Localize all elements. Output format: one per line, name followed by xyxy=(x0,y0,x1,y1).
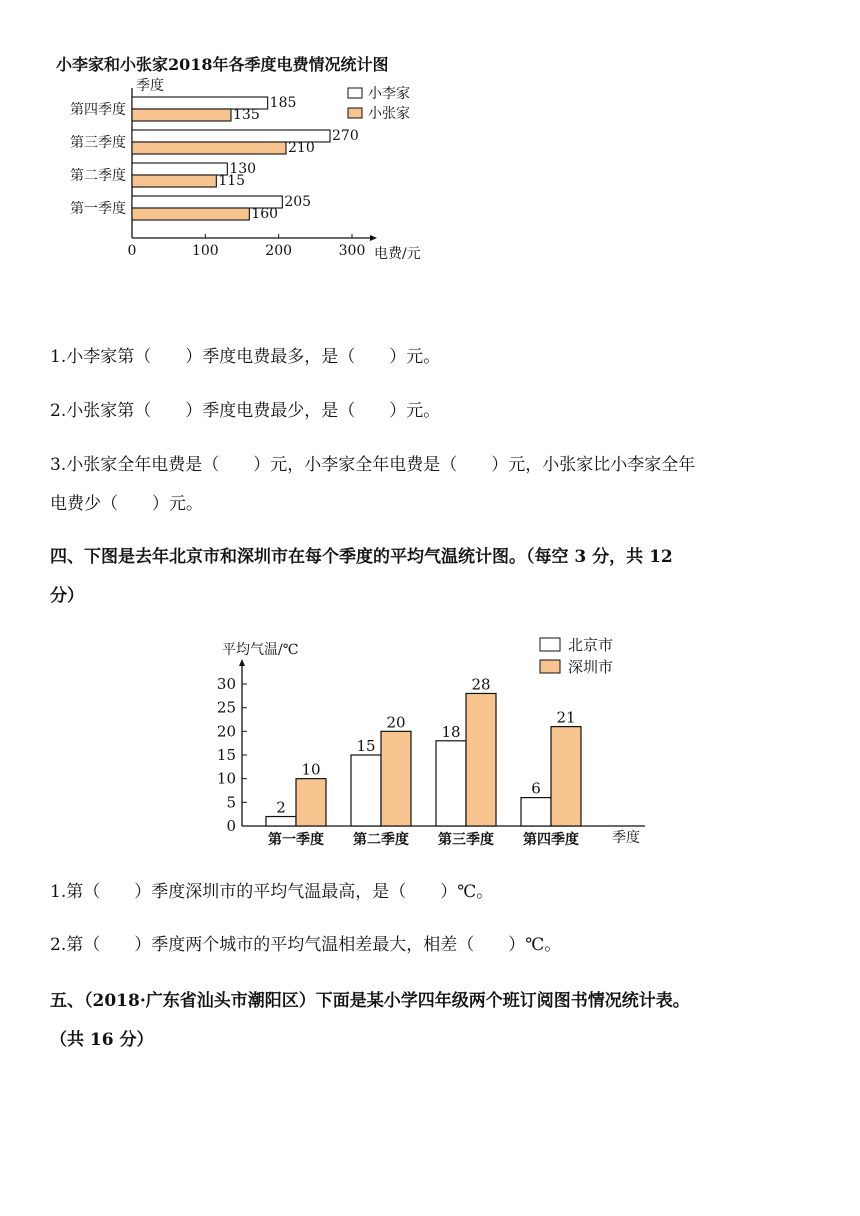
x-axis-label: 电费/元 xyxy=(374,246,421,262)
data-label: 115 xyxy=(218,173,246,189)
y-tick-label: 5 xyxy=(226,793,236,812)
legend-label: 小李家 xyxy=(368,86,410,102)
data-label: 15 xyxy=(356,737,376,755)
bar-shenzhen xyxy=(551,727,581,826)
x-tick-label: 0 xyxy=(127,243,137,259)
question-3-line1: 3.小张家全年电费是（ ）元，小李家全年电费是（ ）元，小张家比小李家全年 xyxy=(50,455,696,475)
x-axis-arrow xyxy=(370,235,377,241)
question-4-2: 2.第（ ）季度两个城市的平均气温相差最大，相差（ ）℃。 xyxy=(50,935,562,955)
x-tick-label: 200 xyxy=(265,243,293,259)
y-tick-label: 25 xyxy=(216,698,236,717)
bars xyxy=(266,675,581,826)
y-axis-label: 季度 xyxy=(136,78,164,94)
bar-shenzhen xyxy=(466,693,496,826)
temperature-chart xyxy=(200,628,660,853)
x-tick-label: 100 xyxy=(191,243,219,259)
y-axis-label: 平均气温/℃ xyxy=(222,642,299,658)
legend xyxy=(348,85,410,122)
bar-beijing xyxy=(436,741,466,826)
bar-xiaoli xyxy=(132,163,227,175)
legend-label: 深圳市 xyxy=(568,658,614,676)
tick-labels xyxy=(128,243,366,259)
section-5-heading: 五、（2018·广东省汕头市潮阳区）下面是某小学四年级两个班订阅图书情况统计表。 xyxy=(50,991,690,1011)
section-4-heading: 四、下图是去年北京市和深圳市在每个季度的平均气温统计图。（每空 3 分，共 12 xyxy=(50,547,673,567)
data-label: 210 xyxy=(288,140,315,156)
question-4-1: 1.第（ ）季度深圳市的平均气温最高，是（ ）℃。 xyxy=(50,882,494,902)
bar-xiaozhang xyxy=(132,109,231,121)
category-label: 第四季度 xyxy=(523,832,579,848)
legend-swatch xyxy=(348,108,362,118)
bar-beijing xyxy=(351,755,381,826)
bars xyxy=(132,95,359,222)
y-tick-label: 0 xyxy=(226,817,236,835)
category-label: 第二季度 xyxy=(70,168,126,184)
legend-swatch xyxy=(540,660,560,673)
question-3-line2: 电费少（ ）元。 xyxy=(50,494,203,514)
legend-swatch xyxy=(348,88,362,98)
bar-xiaozhang xyxy=(132,208,249,220)
data-label: 28 xyxy=(471,675,491,694)
bar-xiaozhang xyxy=(132,175,216,187)
section-5-heading-cont: （共 16 分） xyxy=(50,1030,154,1050)
data-label: 130 xyxy=(229,161,257,177)
data-label: 21 xyxy=(556,708,576,727)
data-label: 160 xyxy=(251,206,279,222)
question-2: 2.小张家第（ ）季度电费最少，是（ ）元。 xyxy=(50,401,441,421)
legend-swatch xyxy=(540,638,560,651)
bar-shenzhen xyxy=(381,731,411,826)
y-tick-label: 20 xyxy=(216,722,236,741)
category-labels xyxy=(268,831,579,848)
electricity-fee-chart xyxy=(40,48,460,268)
category-label: 第三季度 xyxy=(70,135,126,151)
y-tick-label: 15 xyxy=(216,746,236,764)
category-labels xyxy=(70,101,126,217)
y-tick-label: 10 xyxy=(216,769,236,788)
category-label: 第一季度 xyxy=(268,832,324,848)
data-label: 135 xyxy=(233,107,260,123)
data-label: 10 xyxy=(301,760,321,779)
chart-title: 小李家和小张家2018年各季度电费情况统计图 xyxy=(56,55,389,74)
data-label: 6 xyxy=(531,779,541,798)
category-label: 第一季度 xyxy=(70,201,126,217)
category-label: 第三季度 xyxy=(438,832,494,848)
bar-shenzhen xyxy=(296,779,326,826)
tick-labels xyxy=(217,675,236,835)
data-label: 205 xyxy=(284,194,312,210)
data-label: 18 xyxy=(441,722,461,741)
legend-label: 北京市 xyxy=(568,636,614,654)
section-4-heading-cont: 分） xyxy=(50,586,84,606)
bar-xiaozhang xyxy=(132,142,286,154)
bar-beijing xyxy=(266,817,296,826)
y-tick-label: 30 xyxy=(216,675,236,693)
data-label: 20 xyxy=(386,713,406,732)
legend xyxy=(540,636,613,676)
data-label: 2 xyxy=(276,798,286,817)
category-label: 第二季度 xyxy=(353,832,409,848)
x-axis-label: 季度 xyxy=(612,830,640,846)
data-label: 270 xyxy=(332,128,359,144)
x-tick-label: 300 xyxy=(338,243,366,259)
category-label: 第四季度 xyxy=(70,102,126,118)
data-label: 185 xyxy=(269,95,297,111)
bar-beijing xyxy=(521,798,551,826)
question-1: 1.小李家第（ ）季度电费最多，是（ ）元。 xyxy=(50,347,441,367)
y-axis-arrow xyxy=(239,659,245,666)
legend-label: 小张家 xyxy=(368,106,410,122)
